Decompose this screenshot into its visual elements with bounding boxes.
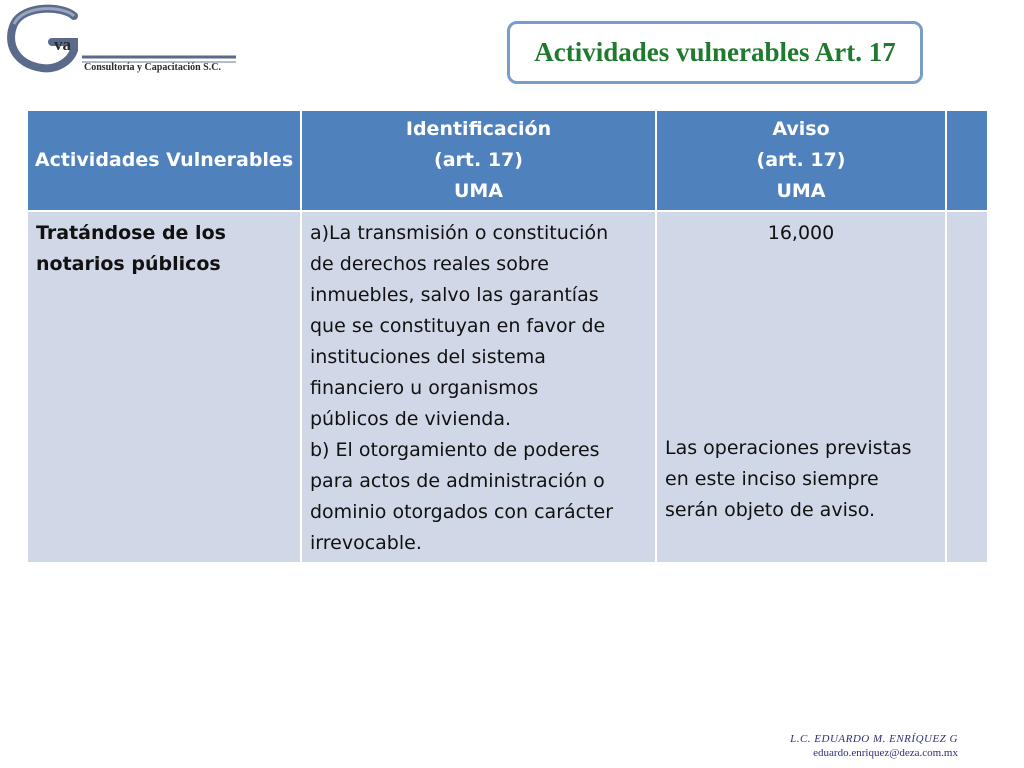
cell-extra <box>946 211 988 563</box>
aviso-note <box>665 433 937 526</box>
footer <box>790 733 958 759</box>
identificacion-line: financiero u organismos <box>310 377 539 399</box>
activity-line1: Tratándose de los <box>36 222 226 244</box>
aviso-note-line: en este inciso siempre <box>665 468 879 490</box>
cell-activity <box>27 211 301 563</box>
author-name: L.C. EDUARDO M. ENRÍQUEZ G <box>790 733 958 745</box>
table-row <box>27 211 988 563</box>
identificacion-line: irrevocable. <box>310 532 422 554</box>
header-actividades-label: Actividades Vulnerables <box>34 149 294 171</box>
vulnerable-activities-table <box>26 109 989 564</box>
identificacion-line: inmuebles, salvo las garantías <box>310 284 599 306</box>
cell-identificacion <box>301 211 656 563</box>
header-extra <box>946 110 988 211</box>
header-identificacion <box>301 110 656 211</box>
header-identificacion-line2: (art. 17) <box>434 149 523 171</box>
identificacion-line: a)La transmisión o constitución <box>310 222 609 244</box>
header-aviso <box>656 110 946 211</box>
table-header-row <box>27 110 988 211</box>
aviso-amount: 16,000 <box>767 222 835 244</box>
logo-company-name: Consultoría y Capacitación S.C. <box>84 62 221 73</box>
header-identificacion-line1: Identificación <box>405 118 552 140</box>
company-logo <box>4 2 244 78</box>
identificacion-line: públicos de vivienda. <box>310 408 512 430</box>
author-email: eduardo.enriquez@deza.com.mx <box>813 747 958 759</box>
cell-aviso <box>656 211 946 563</box>
identificacion-line: que se constituyan en favor de <box>310 315 606 337</box>
aviso-note-line: serán objeto de aviso. <box>665 499 876 521</box>
header-identificacion-line3: UMA <box>453 180 504 202</box>
header-actividades <box>27 110 301 211</box>
header-aviso-line3: UMA <box>776 180 826 202</box>
identificacion-line: dominio otorgados con carácter <box>310 501 614 523</box>
header-aviso-line1: Aviso <box>772 118 830 140</box>
activity-line2: notarios públicos <box>36 253 221 275</box>
identificacion-line: de derechos reales sobre <box>310 253 549 275</box>
logo-letters: va <box>54 35 71 54</box>
page-title: Actividades vulnerables Art. 17 <box>534 37 896 67</box>
header-aviso-line2: (art. 17) <box>756 149 846 171</box>
aviso-note-line: Las operaciones previstas <box>665 437 912 459</box>
identificacion-line: para actos de administración o <box>310 470 605 492</box>
identificacion-line: b) El otorgamiento de poderes <box>310 439 600 461</box>
identificacion-line: instituciones del sistema <box>310 346 546 368</box>
title-box <box>507 21 923 84</box>
